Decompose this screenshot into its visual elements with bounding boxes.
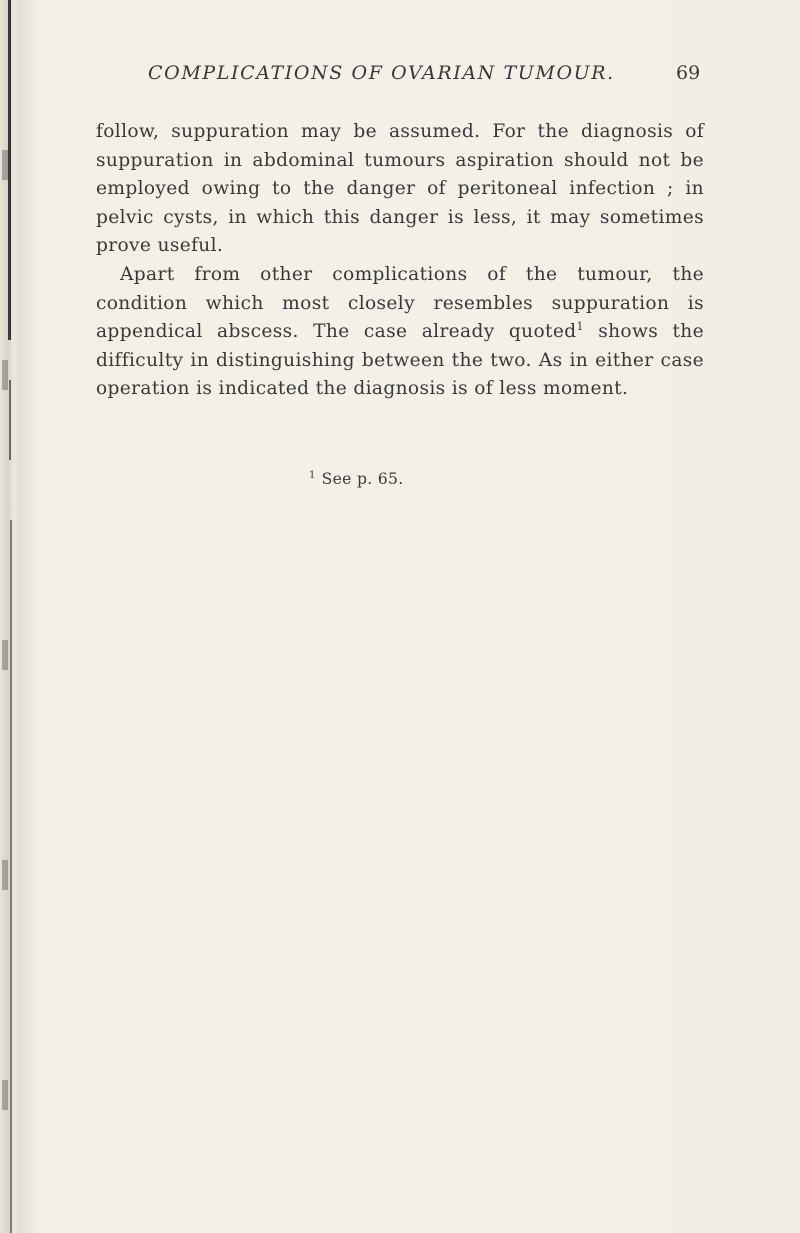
binding-shadow-line <box>10 520 12 1233</box>
footnote-reference: 1 <box>576 320 584 334</box>
binding-mark <box>2 1080 8 1110</box>
paragraph-text: shows the difficulty in distinguishing between the two. As in either case operation is indicated the diagnosis is of less moment. <box>96 321 704 400</box>
binding-mark <box>2 360 8 390</box>
paragraph <box>96 261 704 404</box>
body-text <box>96 118 704 404</box>
footnote-text: See p. 65. <box>321 470 404 488</box>
binding-mark <box>2 860 8 890</box>
binding-shadow-line <box>8 0 11 340</box>
paragraph-text: Apart from other complications of the tumour, the condition which most closely resembles suppuration is appendical abscess. The case already quoted <box>96 263 704 343</box>
running-head: COMPLICATIONS OF OVARIAN TUMOUR. <box>148 62 615 84</box>
binding-mark <box>2 150 8 180</box>
page-number: 69 <box>676 62 701 84</box>
binding-mark <box>2 640 8 670</box>
book-binding-edge <box>0 0 34 1233</box>
footnote-mark: 1 <box>309 470 316 481</box>
paragraph: follow, suppuration may be assumed. For the diagnosis of suppuration in abdominal tumours aspiration should not be employed owing to the danger of peritoneal infection ; in pelvic cysts, in which this danger is less, it may sometimes prove useful. <box>96 121 704 257</box>
footnote <box>309 470 403 488</box>
binding-shadow-line <box>9 380 11 460</box>
